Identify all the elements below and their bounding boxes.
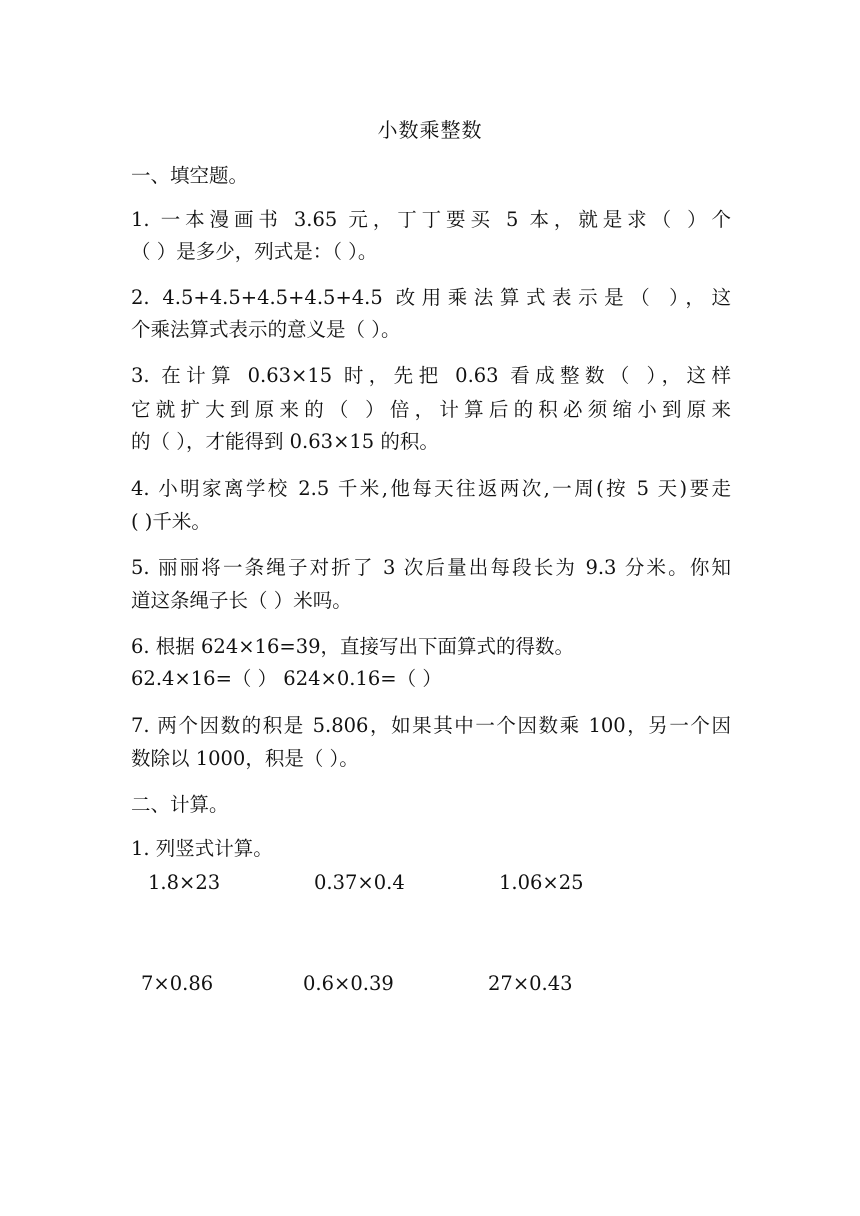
section-heading: 二、计算。: [131, 793, 229, 816]
calc-item: 27×0.43: [488, 972, 573, 995]
question-line: 62.4×16=（ ） 624×0.16=（ ）: [131, 667, 442, 690]
question-line: 2. 4.5+4.5+4.5+4.5+4.5 改用乘法算式表示是（ ），这: [131, 286, 731, 309]
question-line: 道这条绳子长（ ）米吗。: [131, 589, 352, 612]
question-line: （ ）是多少，列式是：（ ）。: [131, 240, 378, 263]
calc-item: 0.6×0.39: [303, 972, 394, 995]
calc-item: 1.06×25: [499, 871, 584, 894]
question-line: 它就扩大到原来的（ ）倍，计算后的积必须缩小到原来: [131, 398, 731, 421]
question-line: 数除以 1000，积是（ ）。: [131, 747, 359, 770]
question-line: 5. 丽丽将一条绳子对折了 3 次后量出每段长为 9.3 分米。你知: [131, 556, 731, 579]
subsection-heading: 1. 列竖式计算。: [131, 837, 273, 860]
page-title: 小数乘整数: [377, 118, 483, 142]
question-line: 6. 根据 624×16=39，直接写出下面算式的得数。: [131, 635, 575, 658]
question-line: ( )千米。: [131, 510, 211, 533]
question-line: 3. 在计算 0.63×15 时，先把 0.63 看成整数（ ），这样: [131, 364, 731, 387]
calc-item: 0.37×0.4: [314, 871, 405, 894]
calc-item: 7×0.86: [141, 972, 214, 995]
question-line: 个乘法算式表示的意义是（ ）。: [131, 318, 401, 341]
question-line: 7. 两个因数的积是 5.806，如果其中一个因数乘 100，另一个因: [131, 714, 731, 737]
question-line: 的（ ），才能得到 0.63×15 的积。: [131, 430, 439, 453]
calc-item: 1.8×23: [148, 871, 221, 894]
section-heading: 一、填空题。: [131, 164, 249, 187]
question-line: 4. 小明家离学校 2.5 千米,他每天往返两次,一周(按 5 天)要走: [131, 477, 731, 500]
question-line: 1. 一本漫画书 3.65 元，丁丁要买 5 本，就是求（ ）个: [131, 208, 731, 231]
